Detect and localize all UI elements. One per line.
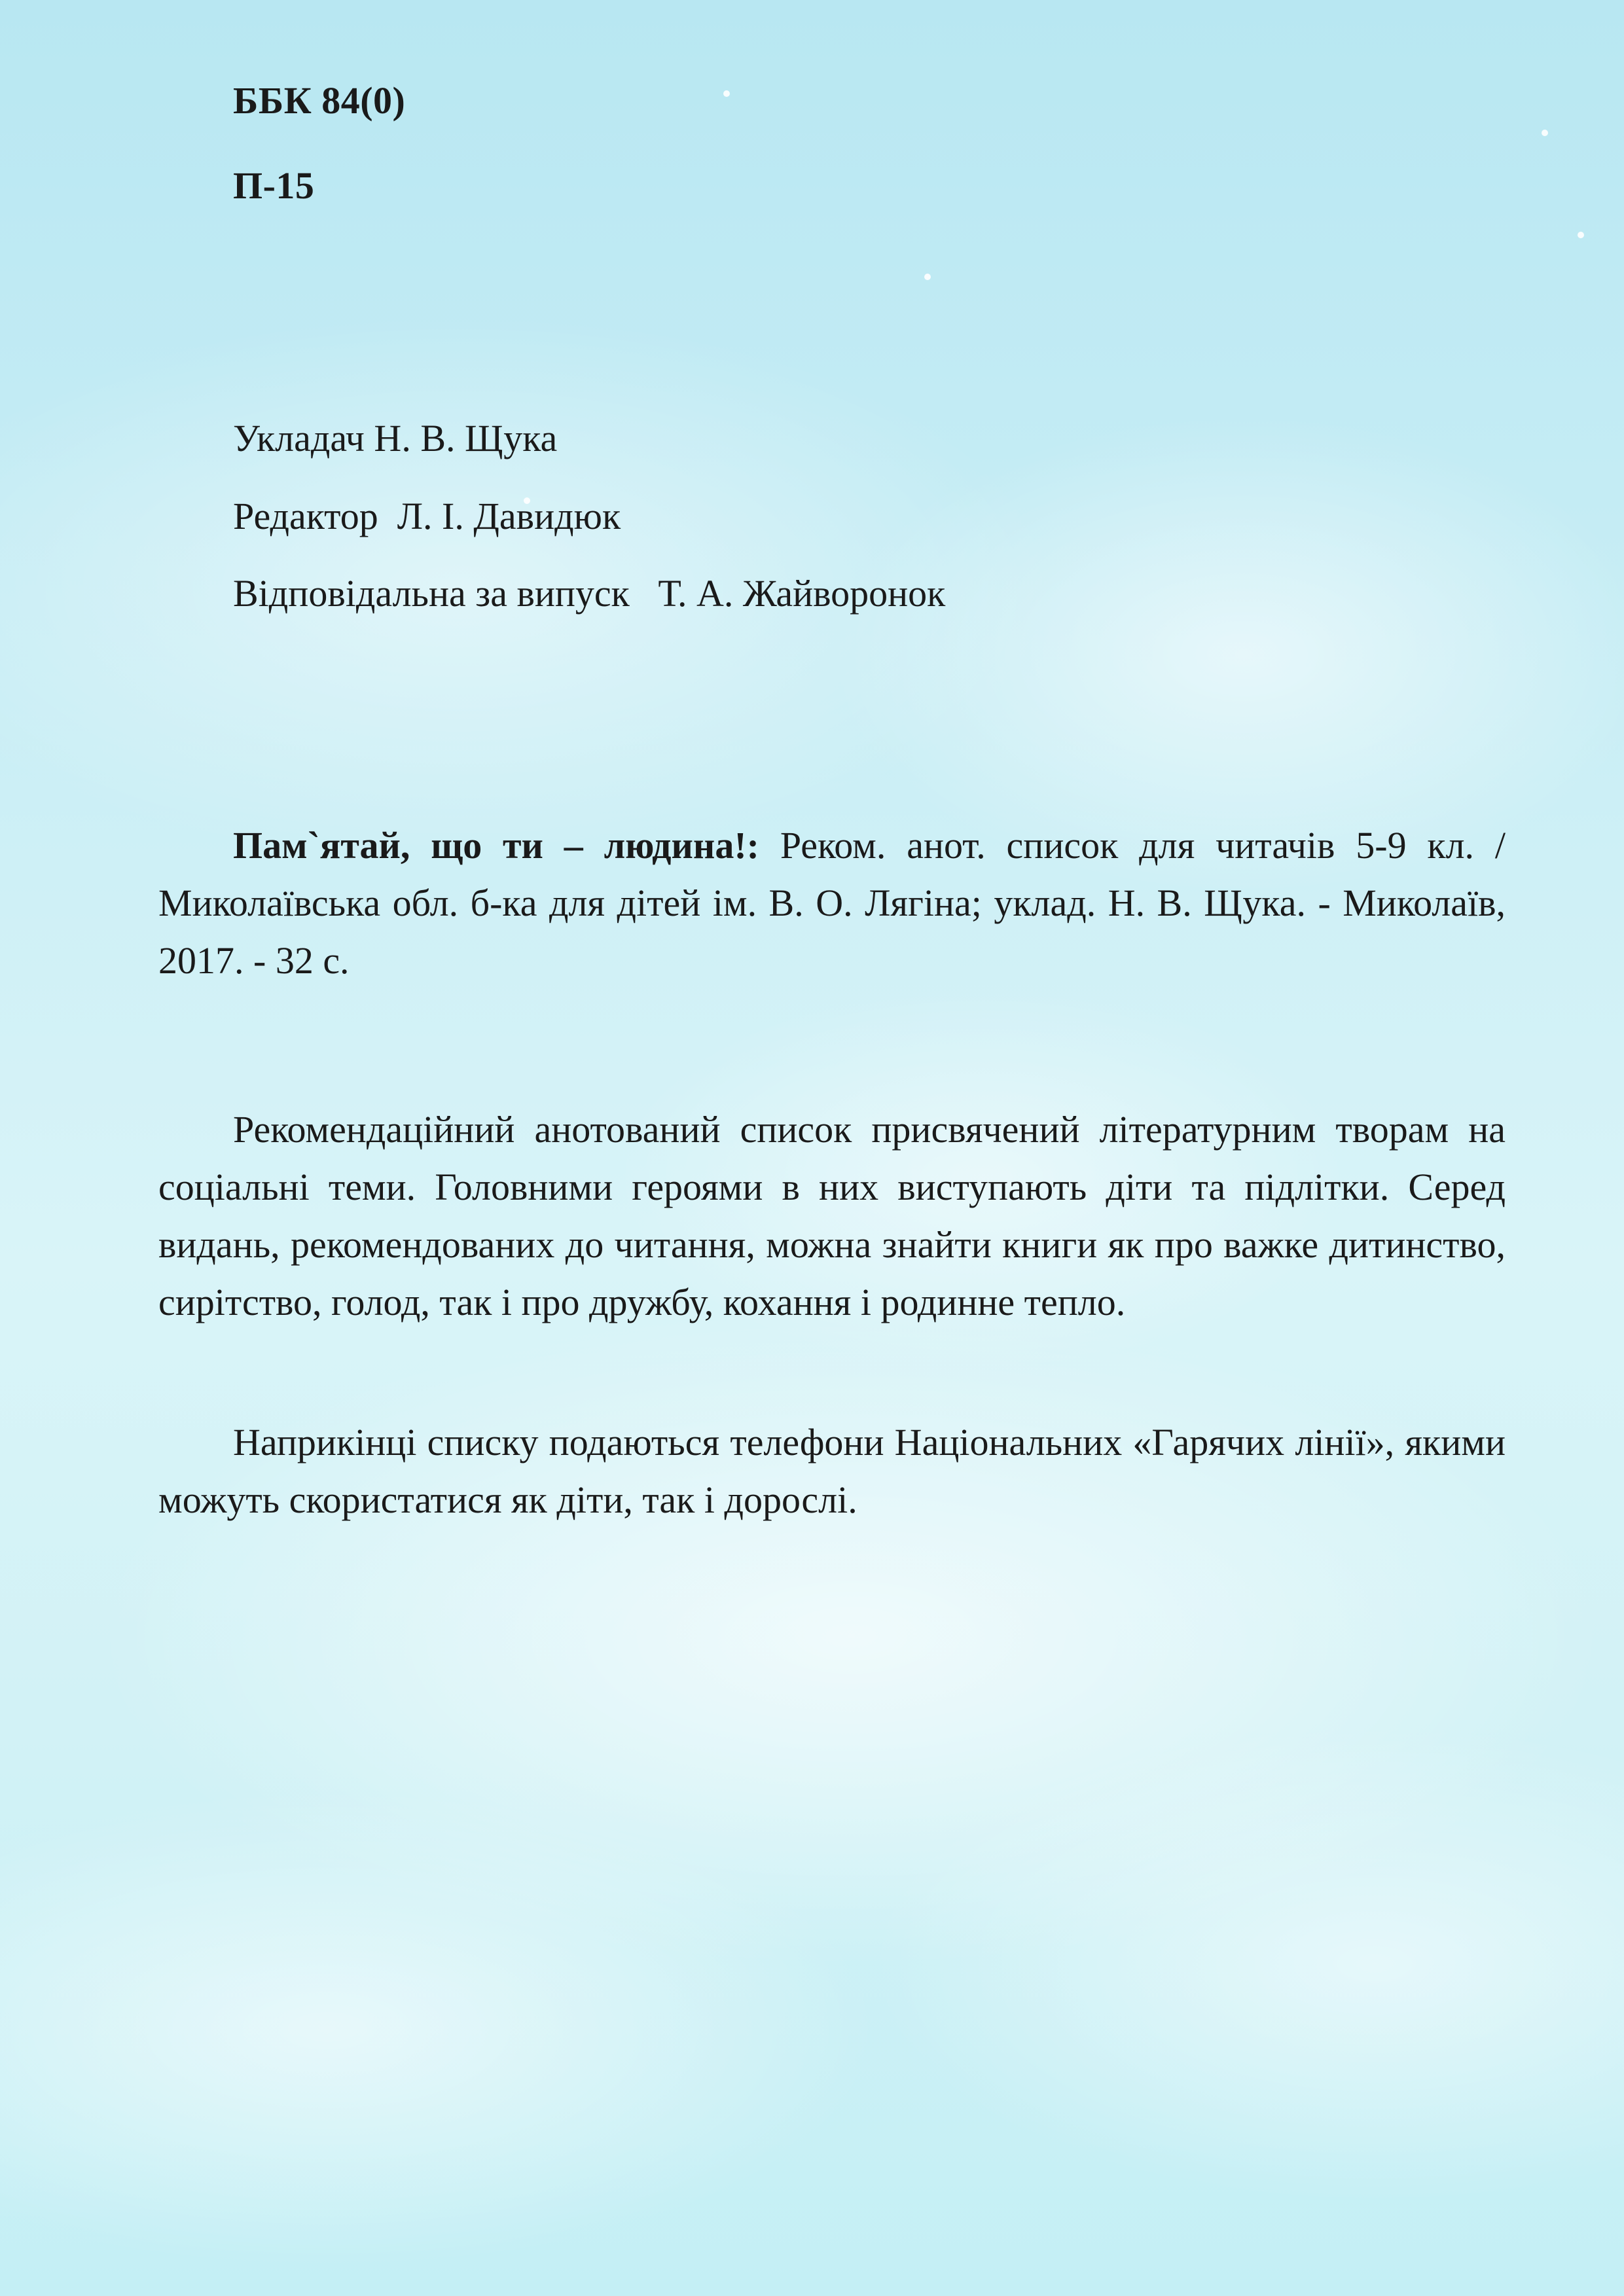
sky-sparkle bbox=[924, 274, 931, 280]
responsible-line: Відповідальна за випуск Т. А. Жайворонок bbox=[233, 572, 946, 615]
annotation-paragraph-1: Рекомендаційний анотований список присвячений літературним творам на соціальні теми. Головними героями в них виступають діти та підлітки. Серед видань, рекомендованих до читання, можна знайти книги як про важке дитинство, сирітство, голод, так і про дружбу, кохання і родинне тепло. bbox=[158, 1108, 1506, 1323]
compiler-line: Укладач Н. В. Щука bbox=[233, 417, 558, 459]
book-title: Пам`ятай, що ти – людина!: bbox=[233, 824, 759, 867]
annotation-paragraph-2: Наприкінці списку подаються телефони Національних «Гарячих лінії», якими можуть скористатися як діти, так і дорослі. bbox=[158, 1421, 1506, 1521]
author-mark: П-15 bbox=[233, 164, 315, 207]
sky-sparkle bbox=[1578, 232, 1584, 238]
bibliographic-description bbox=[158, 817, 1506, 990]
editor-line: Редактор Л. І. Давидюк bbox=[233, 495, 621, 537]
bbk-code: ББК 84(0) bbox=[233, 79, 406, 122]
sky-sparkle bbox=[723, 90, 730, 97]
book-details: Реком. анот. список для читачів 5-9 кл. / Миколаївська обл. б-ка для дітей ім. В. О. Лягіна; уклад. Н. В. Щука. - Миколаїв, 2017. - 32 с. bbox=[158, 824, 1506, 982]
sky-sparkle bbox=[1542, 130, 1548, 136]
